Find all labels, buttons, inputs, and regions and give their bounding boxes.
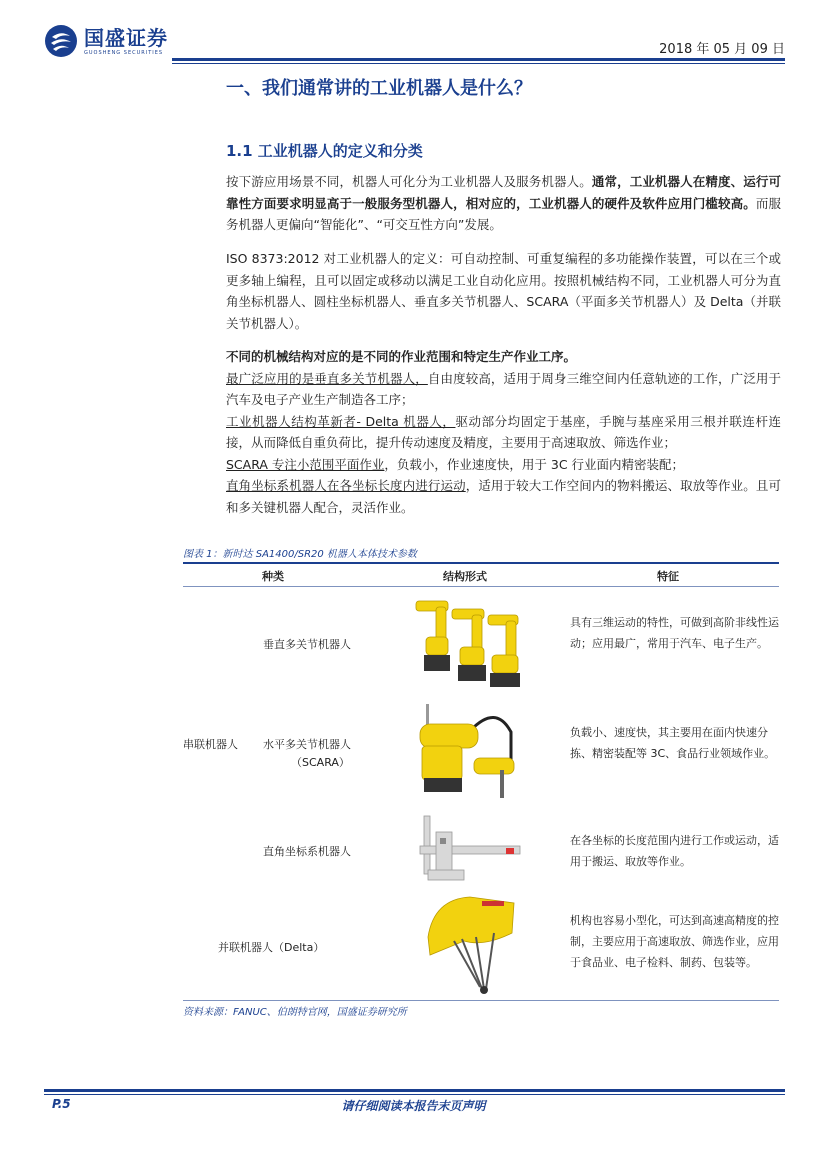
- table-top-rule: [183, 562, 779, 564]
- list-item: [226, 475, 781, 518]
- section-title: 一、我们通常讲的工业机器人是什么？: [226, 78, 532, 99]
- table-caption: 图表 1：新时达 SA1400/SR20 机器人本体技术参数: [183, 549, 417, 560]
- table-row-feature: 在各坐标的长度范围内进行工作或运动，适用于搬运、取放等作业。: [570, 834, 779, 868]
- paragraph-classification: [226, 171, 781, 236]
- table-header-rule: [183, 586, 779, 587]
- table-row-name: 直角坐标系机器人: [263, 845, 351, 858]
- subsection-title: 1.1 工业机器人的定义和分类: [226, 142, 423, 160]
- paragraph-text: 而服务机器人更偏向“智能化”、“可交互性方向”发展。: [226, 195, 781, 232]
- footer-disclaimer: 请仔细阅读本报告末页声明: [341, 1099, 486, 1113]
- report-date: 2018 年 05 月 09 日: [659, 42, 785, 57]
- table-row-feature: 具有三维运动的特性，可做到高阶非线性运动；应用最广，常用于汽车、电子生产。: [570, 616, 779, 650]
- paragraph-text: 按下游应用场景不同，机器人可化分为工业机器人及服务机器人。: [226, 174, 592, 189]
- paragraph-structure-types: [226, 346, 781, 518]
- scara-robot-image: [416, 702, 520, 800]
- table-row-feature: 机构也容易小型化，可达到高速高精度的控制，主要应用于高速取放、筛选作业，应用于食品业、电子检料、制药、包装等。: [570, 914, 779, 969]
- page-number: P.5: [52, 1097, 71, 1111]
- company-logo: [44, 24, 168, 58]
- table-group-label: 串联机器人: [183, 738, 238, 751]
- list-item-underlined: SCARA 专注小范围平面作业: [226, 456, 385, 472]
- table-header-structure: 结构形式: [443, 570, 487, 583]
- list-item-text: 自由度较高，适用于周身三维空间内任意轨迹的工作，广泛用于汽车及电子产业生产制造各工序；: [226, 370, 781, 407]
- cartesian-robot-image: [410, 812, 522, 888]
- list-item-underlined: 最广泛应用的是垂直多关节机器人，: [226, 370, 428, 386]
- table-row-name-sub: （SCARA）: [291, 756, 350, 769]
- table-row-name: 水平多关节机器人: [263, 738, 351, 751]
- table-row-name: 并联机器人（Delta）: [218, 941, 325, 954]
- list-item: [226, 454, 781, 476]
- header-divider: [172, 58, 785, 61]
- list-item-underlined: 工业机器人结构革新者- Delta 机器人，: [226, 413, 456, 429]
- table-row-feature: 负载小、速度快，其主要用在面内快速分拣、精密装配等 3C、食品行业领域作业。: [570, 726, 776, 760]
- logo-mark-icon: [44, 24, 78, 58]
- table-header-feature: 特征: [657, 570, 679, 583]
- table-header-type: 种类: [262, 570, 284, 583]
- table-row-name: 垂直多关节机器人: [263, 638, 351, 651]
- delta-robot-image: [424, 893, 518, 997]
- list-item-underlined: 直角坐标系机器人在各坐标长度内进行运动: [226, 478, 466, 493]
- paragraph-iso-definition: ISO 8373:2012 对工业机器人的定义：可自动控制、可重复编程的多功能操作装置，可以在三个或更多轴上编程，且可以固定或移动以满足工业自动化应用。按照机械结构不同，工业机器人可分为直角坐标机器人、圆柱坐标机器人、垂直多关节机器人、SCARA（平面多关节机器人）及 Delta（并联关节机器人）。: [226, 251, 781, 331]
- table-bottom-rule: [183, 1000, 779, 1001]
- list-item: [226, 368, 781, 411]
- footer-divider: [44, 1089, 785, 1092]
- list-item-text: ，适用于较大工作空间内的物料搬运、取放等作业。且可和多关键机器人配合，灵活作业。: [226, 478, 781, 515]
- table-source: 资料来源：FANUC、伯朗特官网，国盛证券研究所: [183, 1007, 407, 1018]
- paragraph-lead: 不同的机械结构对应的是不同的作业范围和特定生产作业工序。: [226, 349, 577, 364]
- logo-english-name: GUOSHENG SECURITIES: [84, 49, 164, 56]
- logo-chinese-name: 国盛证券: [84, 25, 168, 50]
- list-item: [226, 411, 781, 454]
- paragraph-bold-text: 通常，工业机器人在精度、运行可靠性方面要求明显高于一般服务型机器人，相对应的，工业机器人的硬件及软件应用门槛较高。: [226, 174, 781, 211]
- list-item-text: 驱动部分均固定于基座，手腕与基座采用三根并联连杆连接，从而降低自重负荷比，提升传动速度及精度，主要用于高速取放、筛选作业；: [226, 413, 781, 450]
- vertical-articulated-robot-image: [408, 597, 526, 689]
- list-item-text: ，负载小，作业速度快，用于 3C 行业面内精密装配；: [384, 456, 685, 472]
